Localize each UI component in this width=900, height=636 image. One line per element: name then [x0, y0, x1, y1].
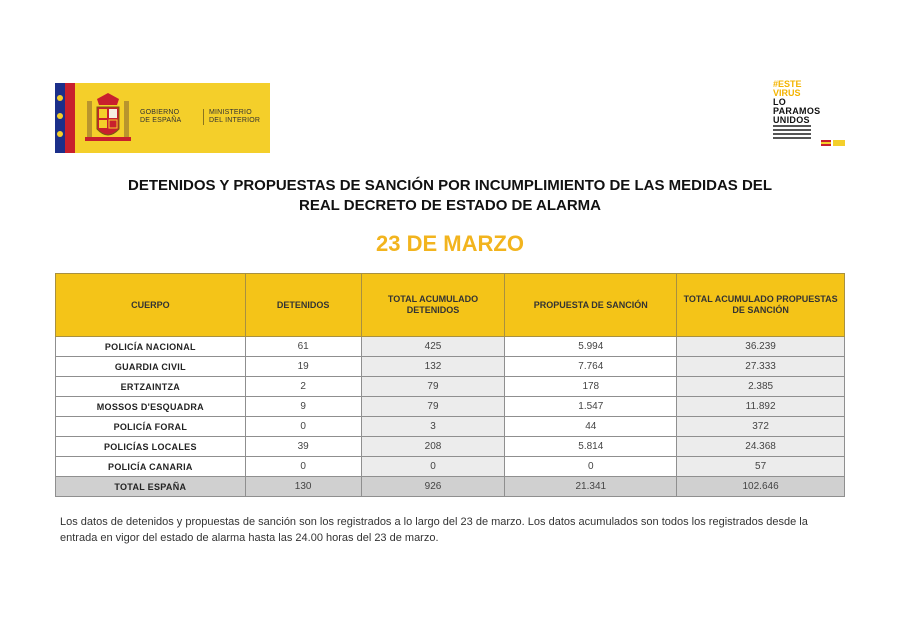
table-row	[56, 377, 845, 397]
gobierno-espana-logo	[55, 83, 270, 153]
campaign-logo	[773, 80, 863, 150]
row-propuesta: 1.547	[505, 397, 677, 417]
footnote: Los datos de detenidos y propuestas de sanción son los registrados a lo largo del 23 de marzo. Los datos acumulados son todos los registrados desde la entrada en vigor del estado de alarma hasta las 24.00 horas del 23 de marzo.	[60, 516, 808, 544]
row-cuerpo: POLICÍA FORAL	[56, 417, 246, 437]
row-total-propuestas: 36.239	[677, 337, 845, 357]
header-total-propuestas: TOTAL ACUMULADO PROPUESTAS DE SANCIÓN	[677, 274, 845, 337]
row-total-propuestas: 27.333	[677, 357, 845, 377]
row-total-detenidos: 425	[361, 337, 505, 357]
row-total-detenidos: 3	[361, 417, 505, 437]
row-detenidos: 2	[245, 377, 361, 397]
row-cuerpo: ERTZAINTZA	[56, 377, 246, 397]
row-cuerpo: POLICÍA CANARIA	[56, 457, 246, 477]
row-total-propuestas: 24.368	[677, 437, 845, 457]
ministerio-text: MINISTERIO DEL INTERIOR	[203, 109, 260, 125]
report-date: 23 DE MARZO	[376, 231, 524, 256]
total-row	[56, 477, 845, 497]
table-header-row	[56, 274, 845, 337]
row-total-detenidos: 208	[361, 437, 505, 457]
row-detenidos: 0	[245, 457, 361, 477]
total-detenidos: 130	[245, 477, 361, 497]
row-total-propuestas: 2.385	[677, 377, 845, 397]
row-detenidos: 19	[245, 357, 361, 377]
table-row	[56, 417, 845, 437]
row-total-propuestas: 57	[677, 457, 845, 477]
row-total-detenidos: 79	[361, 397, 505, 417]
row-detenidos: 0	[245, 417, 361, 437]
row-propuesta: 7.764	[505, 357, 677, 377]
row-detenidos: 9	[245, 397, 361, 417]
row-propuesta: 178	[505, 377, 677, 397]
row-cuerpo: MOSSOS D'ESQUADRA	[56, 397, 246, 417]
row-cuerpo: POLICÍA NACIONAL	[56, 337, 246, 357]
total-acumulado-detenidos: 926	[361, 477, 505, 497]
row-total-detenidos: 79	[361, 377, 505, 397]
row-total-propuestas: 372	[677, 417, 845, 437]
header-cuerpo: CUERPO	[56, 274, 246, 337]
row-total-detenidos: 0	[361, 457, 505, 477]
spain-flag-icon	[821, 140, 831, 146]
header-total-detenidos: TOTAL ACUMULADO DETENIDOS	[361, 274, 505, 337]
page-title: DETENIDOS Y PROPUESTAS DE SANCIÓN POR INCUMPLIMIENTO DE LAS MEDIDAS DEL REAL DECRETO DE ESTADO DE ALARMA	[128, 177, 772, 214]
table-row	[56, 397, 845, 417]
total-label: TOTAL ESPAÑA	[56, 477, 246, 497]
header-detenidos: DETENIDOS	[245, 274, 361, 337]
row-propuesta: 5.994	[505, 337, 677, 357]
detentions-table	[55, 273, 845, 497]
table-row	[56, 457, 845, 477]
row-total-propuestas: 11.892	[677, 397, 845, 417]
header-propuesta-sancion: PROPUESTA DE SANCIÓN	[505, 274, 677, 337]
campaign-slogan: LO PARAMOS UNIDOS	[773, 97, 821, 125]
eu-flag-strip	[55, 83, 75, 153]
row-propuesta: 44	[505, 417, 677, 437]
total-acumulado-propuestas: 102.646	[677, 477, 845, 497]
row-total-detenidos: 132	[361, 357, 505, 377]
table-row	[56, 357, 845, 377]
campaign-fine-print	[773, 125, 811, 141]
table-row	[56, 437, 845, 457]
row-propuesta: 0	[505, 457, 677, 477]
row-cuerpo: GUARDIA CIVIL	[56, 357, 246, 377]
coat-of-arms-icon	[83, 91, 133, 147]
row-cuerpo: POLICÍAS LOCALES	[56, 437, 246, 457]
total-propuesta: 21.341	[505, 477, 677, 497]
row-propuesta: 5.814	[505, 437, 677, 457]
row-detenidos: 61	[245, 337, 361, 357]
gobierno-text: GOBIERNO DE ESPAÑA	[140, 109, 182, 124]
table-row	[56, 337, 845, 357]
campaign-hashtag: #ESTE VIRUS	[773, 79, 802, 98]
gov-mini-logo-icon	[833, 140, 845, 146]
row-detenidos: 39	[245, 437, 361, 457]
